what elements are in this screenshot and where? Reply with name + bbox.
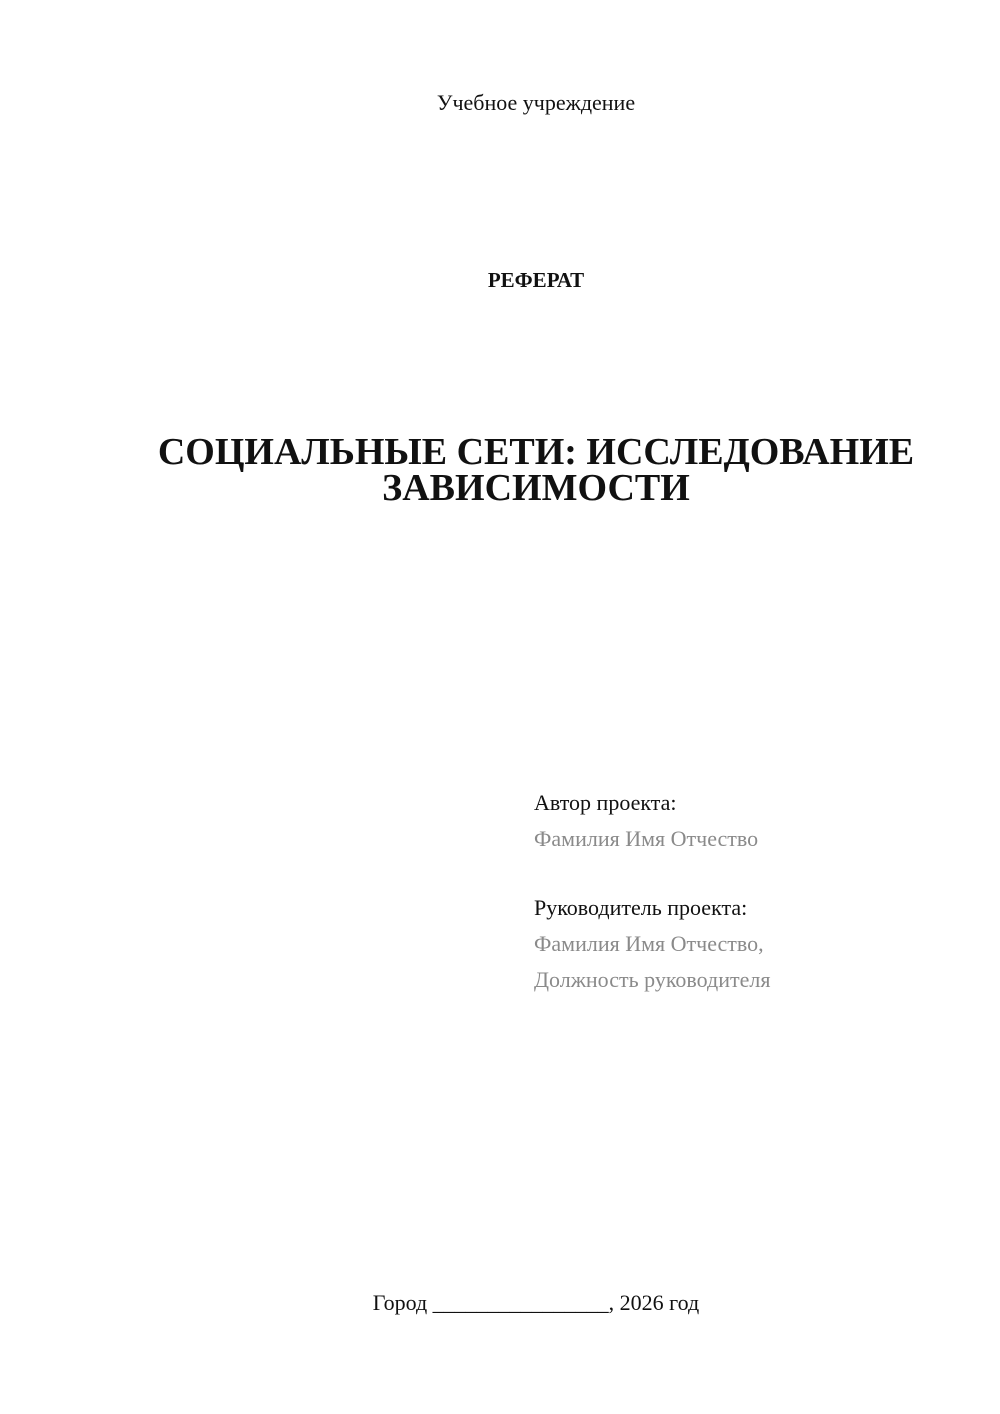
author-block <box>534 785 974 857</box>
year-text: , 2026 год <box>608 1290 700 1315</box>
city-label: Город <box>372 1290 428 1315</box>
document-title: СОЦИАЛЬНЫЕ СЕТИ: ИССЛЕДОВАНИЕ ЗАВИСИМОСТИ <box>157 431 915 509</box>
supervisor-label: Руководитель проекта: <box>534 895 748 920</box>
supervisor-block <box>534 890 974 998</box>
supervisor-name: Фамилия Имя Отчество, <box>534 931 764 956</box>
institution-name: Учебное учреждение <box>436 90 636 115</box>
document-type: РЕФЕРАТ <box>487 268 585 292</box>
author-label: Автор проекта: <box>534 790 677 815</box>
supervisor-position: Должность руководителя <box>534 967 771 992</box>
city-year-line <box>0 1290 1000 1316</box>
author-name: Фамилия Имя Отчество <box>534 826 759 851</box>
city-blank: ________________ <box>432 1290 609 1315</box>
